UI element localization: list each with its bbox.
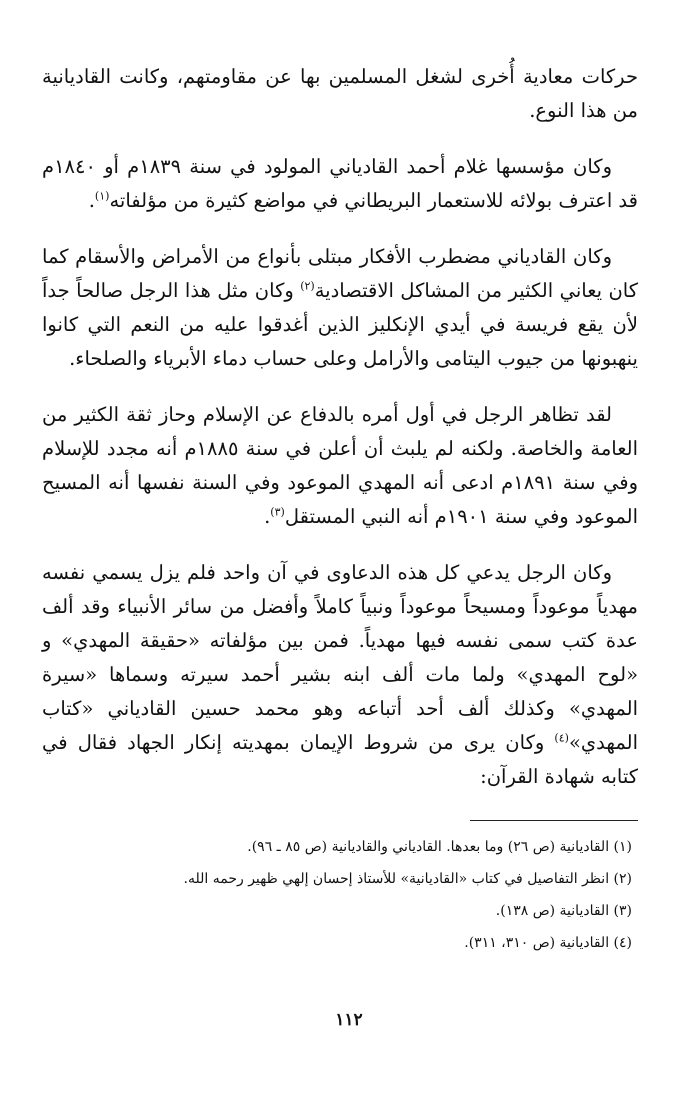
- footnote-ref-1[interactable]: (١): [94, 189, 110, 203]
- paragraph-1-text: حركات معادية أُخرى لشغل المسلمين بها عن مقاومتهم، وكانت القاديانية من هذا النوع.: [42, 65, 638, 122]
- paragraph-2: [42, 150, 638, 218]
- paragraph-2-tail: .: [88, 189, 95, 212]
- body-text: [42, 60, 638, 794]
- paragraph-3-tail: وكان مثل هذا الرجل صالحاً جداً لأن يقع فريسة في أيدي الإنكليز الذين أغدقوا عليه من النعم التي كانوا ينهبونها من جيوب اليتامى والأرامل وعلى حساب دماء الأبرياء والصلحاء.: [42, 279, 638, 370]
- paragraph-5: [42, 556, 638, 794]
- footnote-4: (٤) القاديانية (ص ٣١٠، ٣١١).: [464, 935, 632, 951]
- footnote-divider: [470, 820, 638, 821]
- paragraph-4-tail: .: [264, 505, 271, 528]
- footnote-ref-2[interactable]: (٢): [300, 279, 315, 293]
- paragraph-3-text: وكان القادياني مضطرب الأفكار مبتلى بأنواع من الأمراض والأسقام كما كان يعاني الكثير من المشاكل الاقتصادية: [42, 245, 638, 302]
- footnote-ref-4[interactable]: (٤): [554, 731, 569, 745]
- paragraph-5-text: وكان الرجل يدعي كل هذه الدعاوى في آن واحد فلم يزل يسمي نفسه مهدياً موعوداً ومسيحاً موعوداً ونبياً كاملاً وأفضل من سائر الأنبياء وقد ألف عدة كتب سمى نفسه فيها مهدياً. فمن بين مؤلفاته «حقيقة المهدي» و «لوح المهدي» ولما مات ألف ابنه بشير أحمد سيرته وسماها «سيرة المهدي» وكذلك ألف أحد أتباعه وهو محمد حسين القادياني «كتاب المهدي»: [42, 561, 638, 754]
- page-number: ١١٢: [335, 1010, 363, 1030]
- footnote-3: (٣) القاديانية (ص ١٣٨).: [495, 903, 632, 919]
- paragraph-5-tail: وكان يرى من شروط الإيمان بمهديته إنكار الجهاد فقال في كتابه شهادة القرآن:: [42, 731, 638, 788]
- footnote-ref-3[interactable]: (٣): [270, 505, 285, 519]
- paragraph-3: [42, 240, 638, 376]
- paragraph-2-text: وكان مؤسسها غلام أحمد القادياني المولود في سنة ١٨٣٩م أو ١٨٤٠م قد اعترف بولائه للاستعمار البريطاني في مواضع كثيرة من مؤلفاته: [42, 155, 638, 212]
- paragraph-4-text: لقد تظاهر الرجل في أول أمره بالدفاع عن الإسلام وحاز ثقة الكثير من العامة والخاصة. ولكنه لم يلبث أن أعلن في سنة ١٨٨٥م أنه مجدد للإسلام وفي سنة ١٨٩١م ادعى أنه المهدي الموعود وفي السنة نفسها أنه المسيح الموعود وفي سنة ١٩٠١م أنه النبي المستقل: [42, 403, 638, 528]
- footnote-1: (١) القاديانية (ص ٢٦) وما بعدها. القادياني والقاديانية (ص ٨٥ ـ ٩٦).: [247, 839, 632, 855]
- footnote-2: (٢) انظر التفاصيل في كتاب «القاديانية» للأستاذ إحسان إلهي ظهير رحمه الله.: [183, 871, 632, 887]
- paragraph-1: [42, 60, 638, 128]
- footnotes-list: [42, 831, 638, 959]
- paragraph-4: [42, 398, 638, 534]
